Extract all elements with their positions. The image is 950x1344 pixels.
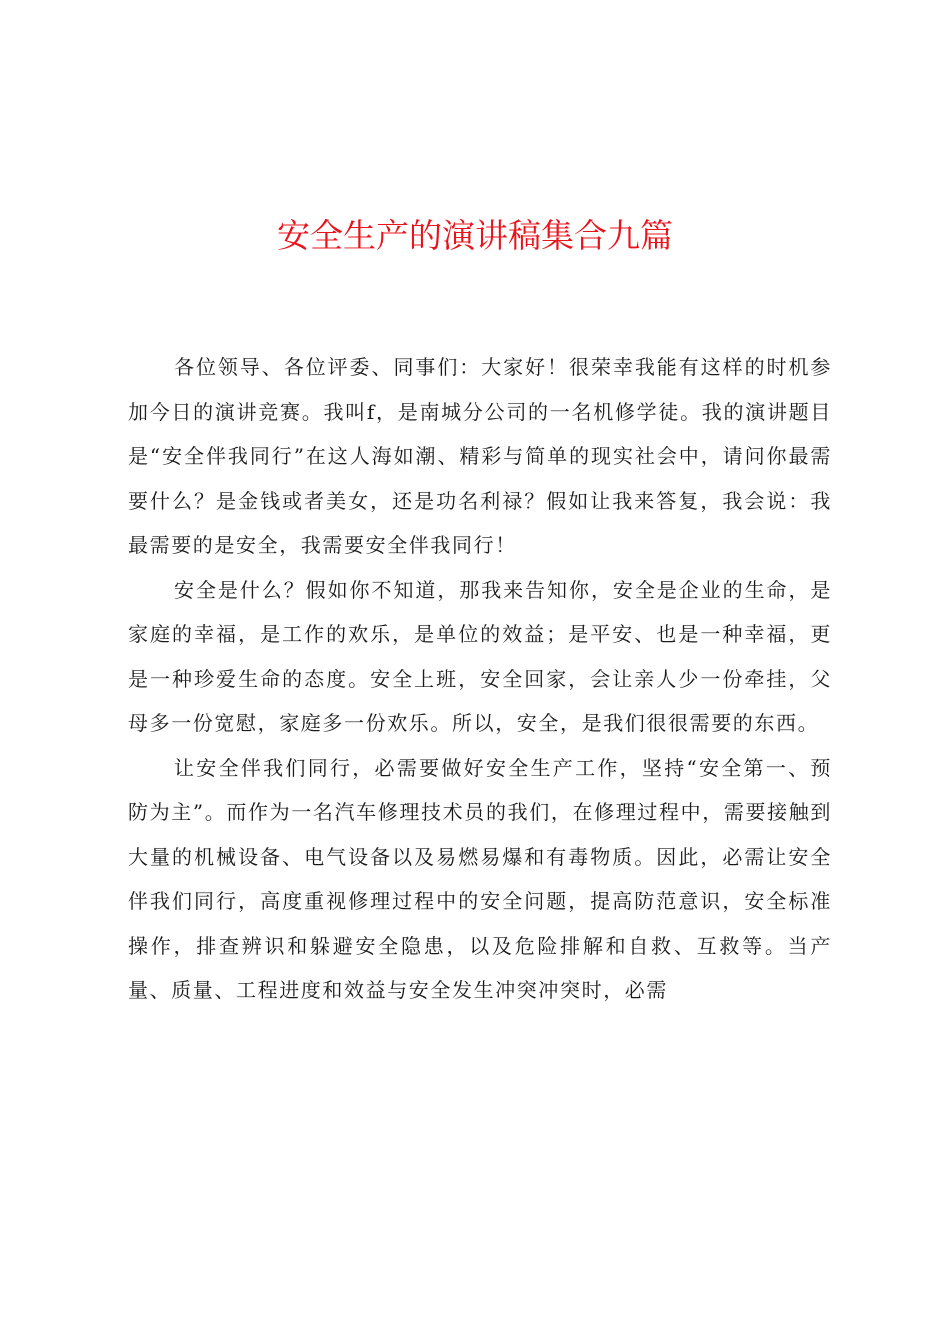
paragraph-3: 让安全伴我们同行，必需要做好安全生产工作，坚持“安全第一、预防为主”。而作为一名汽车修理技术员的我们，在修理过程中，需要接触到大量的机械设备、电气设备以及易燃易爆和有毒物质。因此，必需让安全伴我们同行，高度重视修理过程中的安全问题，提高防范意识，安全标准操作，排查辨识和躲避安全隐患，以及危险排解和自救、互救等。当产量、质量、工程进度和效益与安全发生冲突冲突时，必需 xyxy=(128,755,832,1002)
document-body xyxy=(128,345,832,1013)
paragraph-2: 安全是什么？假如你不知道，那我来告知你，安全是企业的生命，是家庭的幸福，是工作的欢乐，是单位的效益；是平安、也是一种幸福，更是一种珍爱生命的态度。安全上班，安全回家，会让亲人少一份牵挂，父母多一份宽慰，家庭多一份欢乐。所以，安全，是我们很很需要的东西。 xyxy=(128,577,832,735)
paragraph-1: 各位领导、各位评委、同事们：大家好！很荣幸我能有这样的时机参加今日的演讲竞赛。我叫f，是南城分公司的一名机修学徒。我的演讲题目是“安全伴我同行”在这人海如潮、精彩与简单的现实社会中，请问你最需要什么？是金钱或者美女，还是功名利禄？假如让我来答复，我会说：我最需要的是安全，我需要安全伴我同行！ xyxy=(128,355,832,557)
document-title: 安全生产的演讲稿集合九篇 xyxy=(277,216,673,255)
